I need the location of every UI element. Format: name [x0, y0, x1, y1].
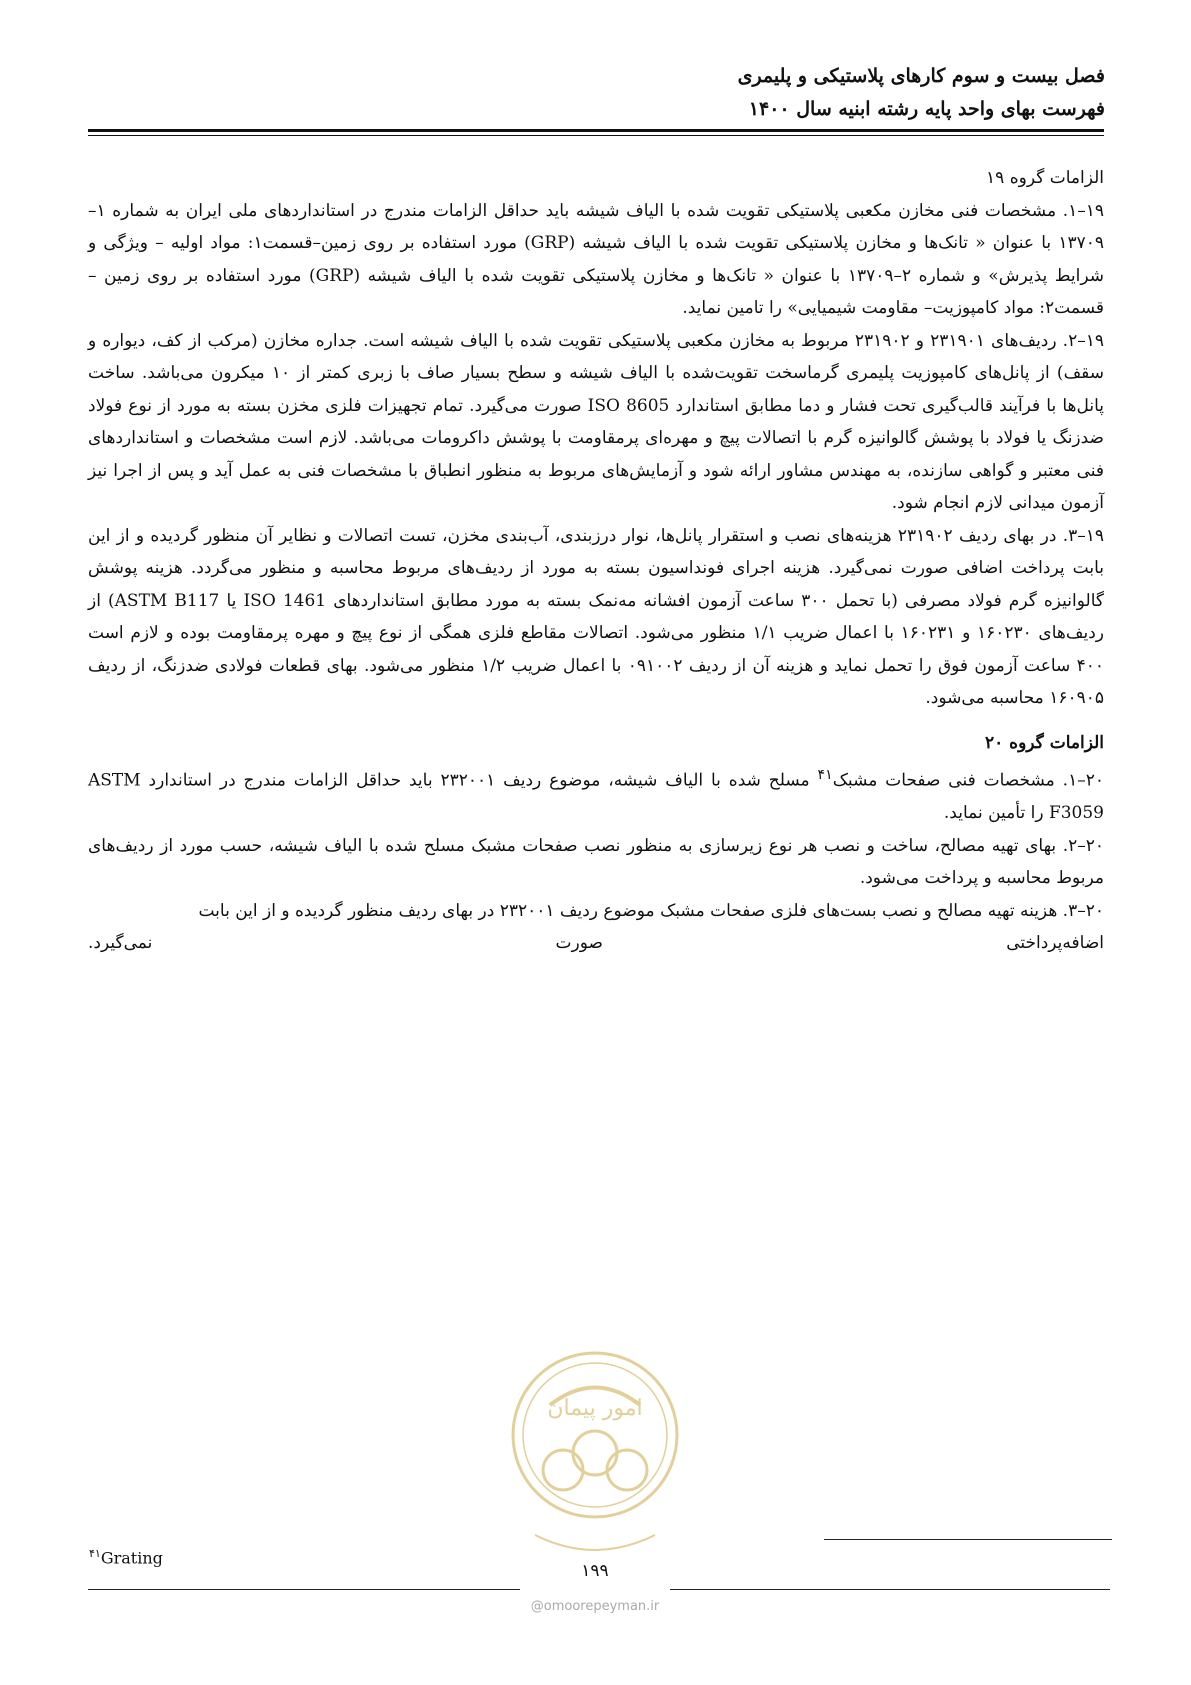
footnote-separator — [824, 1539, 1112, 1540]
footnote-text: Grating — [100, 1548, 163, 1568]
header-rule-thin — [88, 135, 1104, 136]
paragraph-20-3-last-line — [88, 927, 1104, 960]
page-header — [130, 60, 1105, 126]
footnote-reference: ۴۱ — [817, 767, 833, 783]
last-line-word-2: صورت — [555, 933, 603, 954]
footnote — [89, 1547, 163, 1567]
section-19-title: الزامات گروه ۱۹ — [986, 168, 1104, 188]
last-line-word-1: اضافه‌پرداختی — [1006, 933, 1104, 954]
footer-rule-right — [670, 1589, 1110, 1590]
chapter-title: فصل بیست و سوم کارهای پلاستیکی و پلیمری — [737, 65, 1105, 87]
paragraph-19-2: ۱۹–۲. ردیف‌های ۲۳۱۹۰۱ و ۲۳۱۹۰۲ مربوط به مخازن مکعبی پلاستیکی تقویت شده با الیاف شیشه است. جداره مخازن (مرکب از کف، دیواره و سقف) از پانل‌های کامپوزیت پلیمری گرماسخت تقویت‌شده با الیاف شیشه و سطح بسیار صاف با زبری کمتر از ۱۰ میکرون می‌باشد. ساخت پانل‌ها با فرآیند قالب‌گیری تحت فشار و دما مطابق استاندارد ISO 8605 صورت می‌گیرد. تمام تجهیزات فلزی مخزن بسته به مورد از نوع فولاد ضدزنگ یا فولاد با پوشش گالوانیزه گرم با اتصالات پیچ و مهره‌ای پرمقاومت با پوشش داکرومات می‌باشد. لازم است مشخصات و استانداردهای فنی معتبر و گواهی سازنده، به مهندس مشاور ارائه شود و آزمایش‌های مربوط به منظور انطباق با مشخصات فنی به عمل آید و پس از اجرا نیز آزمون میدانی لازم انجام شود. — [88, 330, 1105, 513]
paragraph-20-3: ۲۰–۳. هزینه تهیه مصالح و نصب بست‌های فلزی صفحات مشبک موضوع ردیف ۲۳۲۰۰۱ در بهای ردیف منظور گردیده و از این بابت — [198, 900, 1104, 921]
last-line-word-3: نمی‌گیرد. — [88, 933, 153, 954]
paragraph-20-1-end: مسلح شده با الیاف شیشه، موضوع ردیف ۲۳۲۰۰۱ باید حداقل الزامات مندرج در استاندارد ASTM F3059 را تأمین نماید. — [88, 770, 1104, 824]
paragraph-20-1-start: ۲۰–۱. مشخصات فنی صفحات مشبک — [832, 770, 1104, 791]
seal-lettering: امور پیمان — [547, 1396, 643, 1421]
paragraph-19-3: ۱۹–۳. در بهای ردیف ۲۳۱۹۰۲ هزینه‌های نصب و استقرار پانل‌ها، نوار درزبندی، آب‌بندی مخزن، تست اتصالات و نظایر آن منظور گردیده و از این بابت پرداخت اضافی صورت نمی‌گیرد. هزینه اجرای فونداسیون بسته به مورد از ردیف‌های مربوط محاسبه و منظور می‌گردد. هزینه پوشش گالوانیزه گرم فولاد مصرفی (با تحمل ۳۰۰ ساعت آزمون افشانه مه‌نمک بسته به مورد مطابق استانداردهای ISO 1461 یا ASTM B117) از ردیف‌های ۱۶۰۲۳۰ و ۱۶۰۲۳۱ با اعمال ضریب ۱/۱ منظور می‌شود. اتصالات مقاطع فلزی همگی از نوع پیچ و مهره پرمقاومت بوده و لازم است ۴۰۰ ساعت آزمون فوق را تحمل نماید و هزینه آن از ردیف ۰۹۱۰۰۲ با اعمال ضریب ۱/۲ منظور می‌شود. بهای قطعات فولادی ضدزنگ، از ردیف ۱۶۰۹۰۵ محاسبه می‌شود. — [88, 525, 1104, 708]
header-rule-thick — [88, 129, 1104, 132]
paragraph-20-1 — [88, 759, 1104, 830]
paragraph-19-1: ۱۹–۱. مشخصات فنی مخازن مکعبی پلاستیکی تقویت شده با الیاف شیشه باید حداقل الزامات مندرج در استانداردهای ملی ایران به شماره ۱–۱۳۷۰۹ با عنوان « تانک‌ها و مخازن پلاستیکی تقویت شده با الیاف شیشه (GRP) مورد استفاده بر روی زمین–قسمت۱: مواد اولیه – ویژگی و شرایط پذیرش» و شماره ۲–۱۳۷۰۹ با عنوان « تانک‌ها و مخازن پلاستیکی تقویت شده با الیاف شیشه (GRP) مورد استفاده بر روی زمین – قسمت۲: مواد کامپوزیت– مقاومت شیمیایی» را تامین نماید. — [88, 200, 1104, 318]
page-number: ۱۹۹ — [581, 1561, 609, 1581]
seal-logo — [505, 1335, 685, 1575]
watermark: @omoorepeyman.ir — [530, 1599, 660, 1614]
footer-rule-left — [88, 1589, 520, 1590]
page-body — [88, 162, 1104, 960]
document-title: فهرست بهای واحد پایه رشته ابنیه سال ۱۴۰۰ — [748, 98, 1105, 120]
paragraph-20-2: ۲۰–۲. بهای تهیه مصالح، ساخت و نصب هر نوع زیرسازی به منظور نصب صفحات مشبک مسلح شده با الیاف شیشه، حسب مورد از ردیف‌های مربوط محاسبه و پرداخت می‌شود. — [88, 835, 1104, 889]
section-20-title: الزامات گروه ۲۰ — [985, 732, 1104, 753]
footnote-number: ۴۱ — [89, 1547, 101, 1560]
